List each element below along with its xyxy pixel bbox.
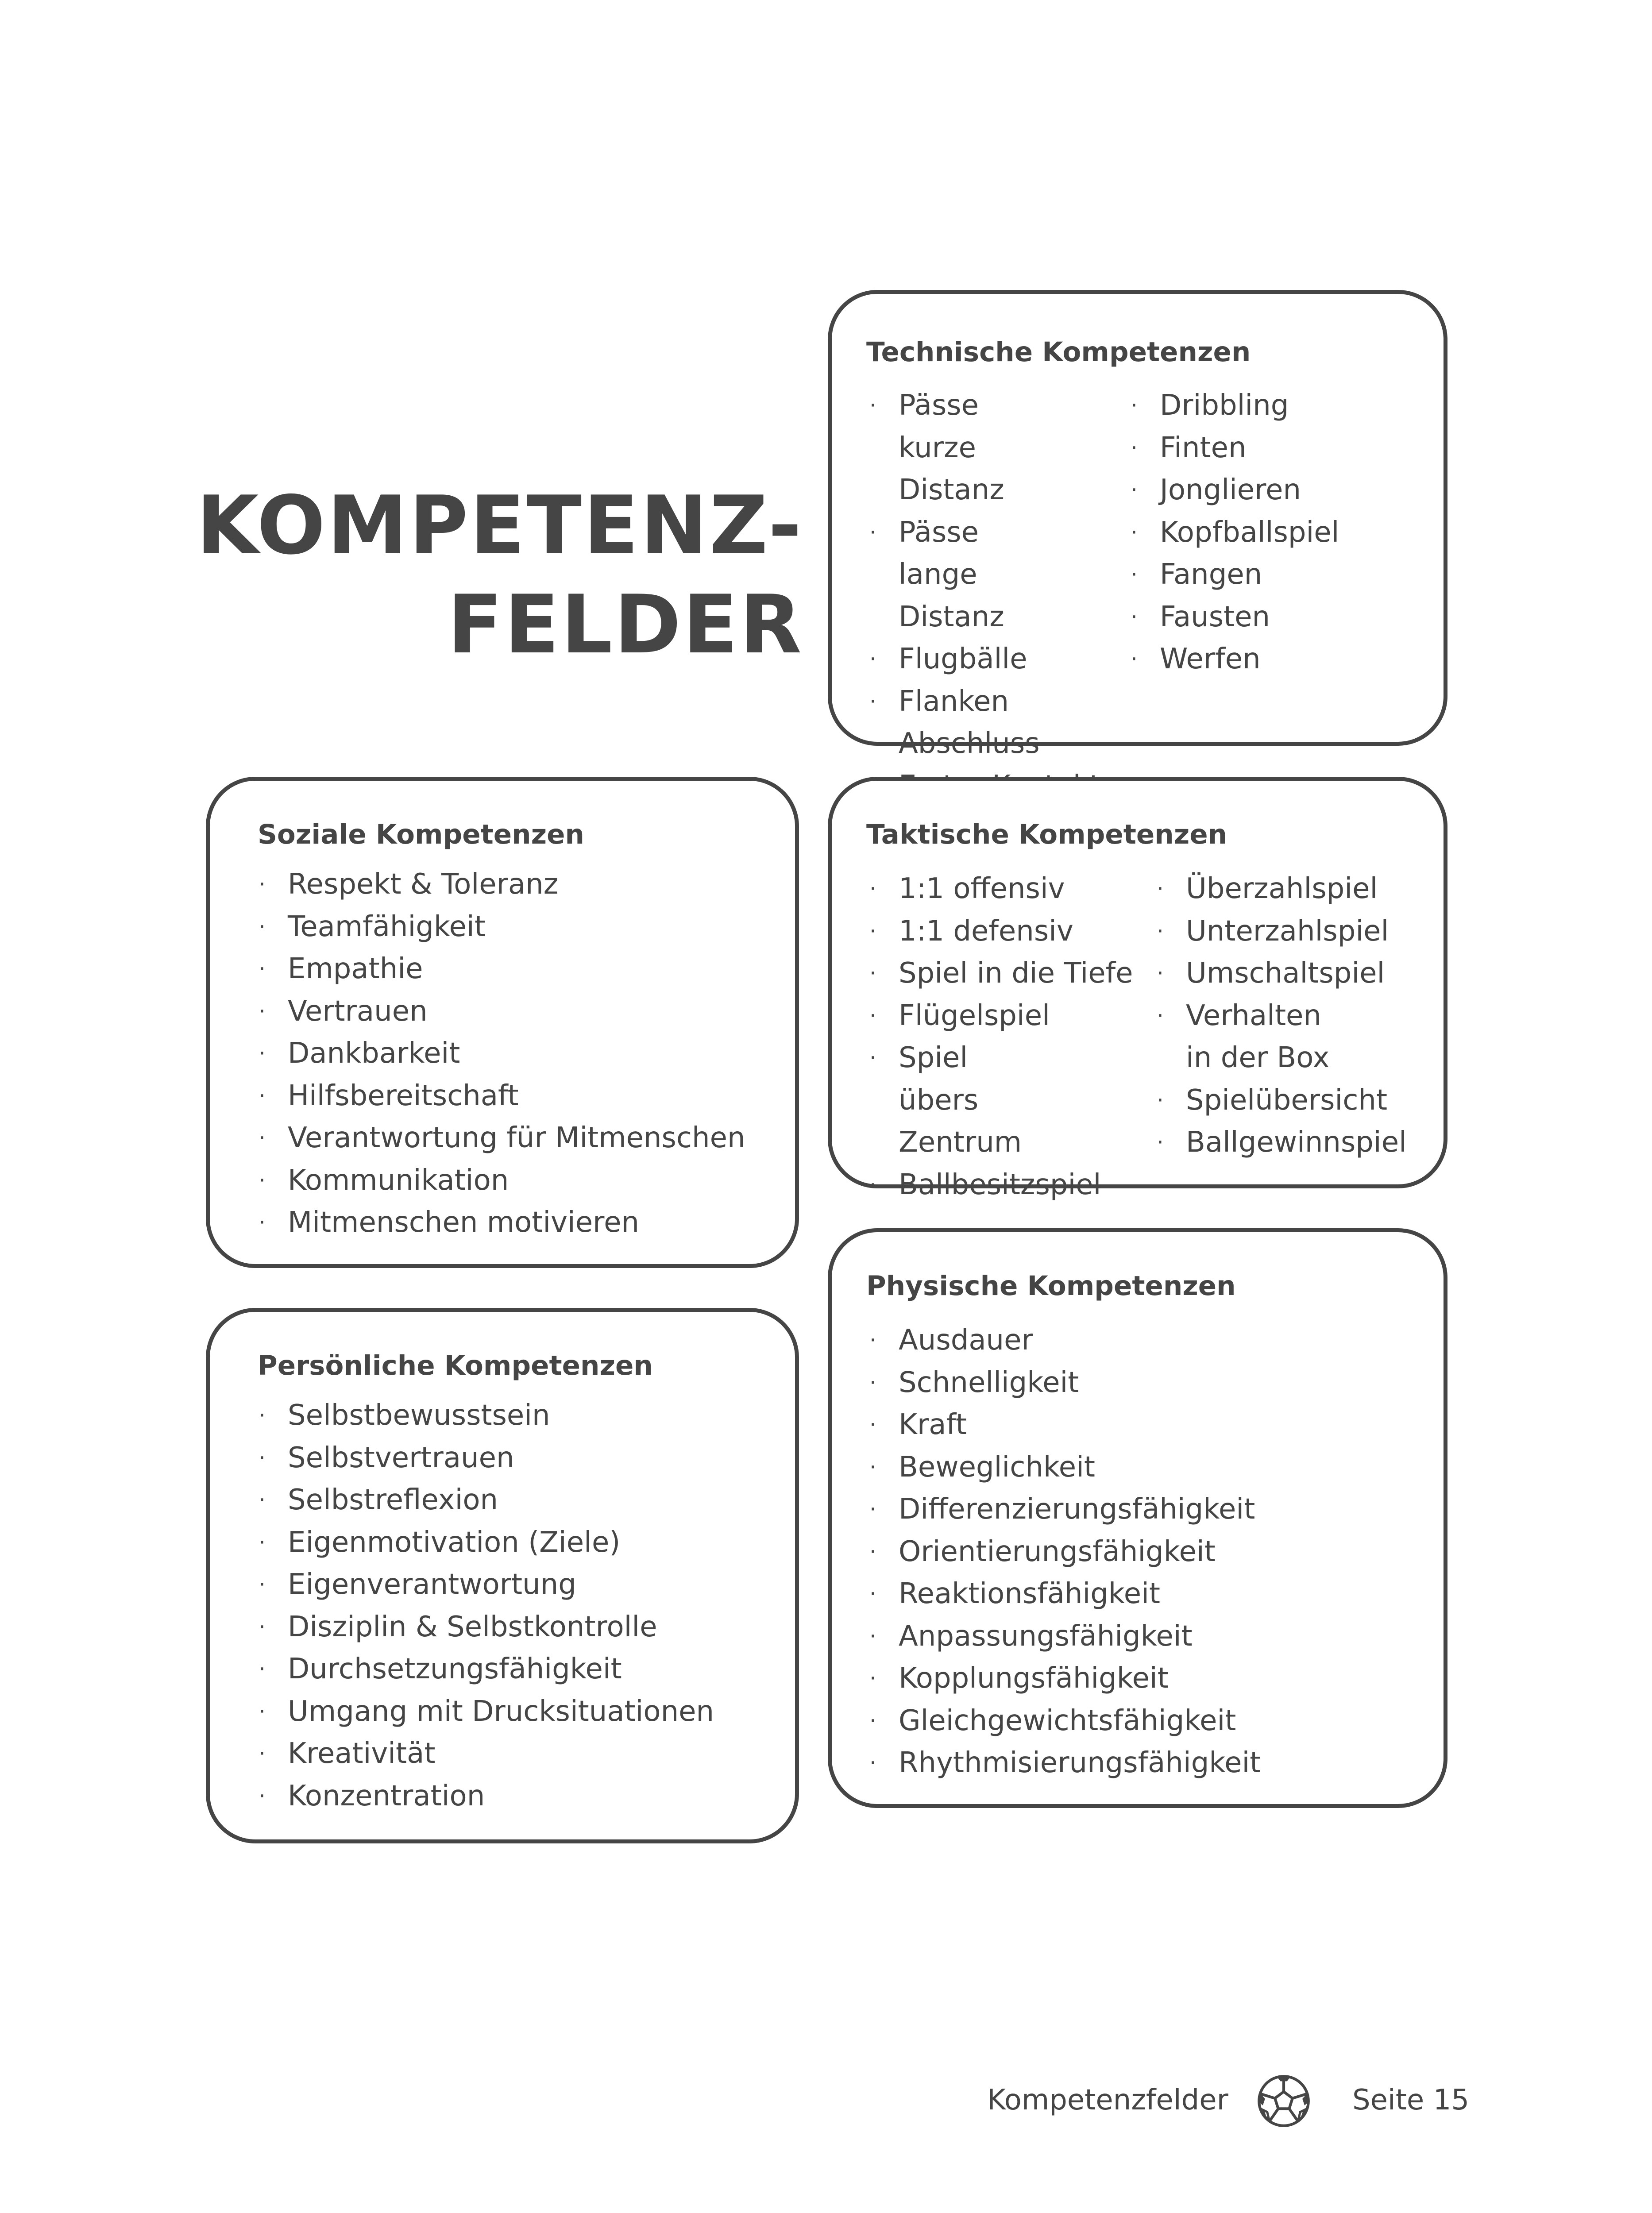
bullet-icon: · [259, 1210, 266, 1235]
list-item-label: Flanken [899, 685, 1009, 718]
list-item [1156, 1122, 1430, 1164]
list-item [258, 906, 780, 948]
bullet-icon: · [869, 960, 876, 986]
list-item [868, 1404, 1422, 1446]
card-persoenliche-kompetenzen [206, 1308, 799, 1843]
list-item-label: Anpassungsfähigkeit [899, 1619, 1193, 1653]
list-item-label: Verantwortung für Mitmenschen [288, 1122, 745, 1154]
bullet-icon: · [259, 998, 266, 1024]
bullet-icon: · [259, 1125, 266, 1151]
list-item-label: Ballgewinnspiel [1186, 1126, 1407, 1159]
list-item [258, 1437, 780, 1480]
bullet-icon: · [869, 876, 876, 902]
bullet-icon: · [869, 1172, 876, 1198]
list-item-label: Schnelligkeit [899, 1366, 1079, 1399]
bullet-icon: · [259, 1167, 266, 1193]
list-item-label: Konzentration [288, 1779, 485, 1812]
list-item [1156, 952, 1430, 995]
list-item [258, 948, 780, 991]
bullet-icon: · [869, 1496, 876, 1522]
list-item-label: Umgang mit Drucksituationen [288, 1695, 714, 1728]
list-item-label: Orientierungsfähigkeit [899, 1535, 1216, 1568]
card-technische-kompetenzen [828, 290, 1447, 760]
bullet-icon: · [259, 1656, 266, 1682]
list-item [868, 1037, 1045, 1164]
list-item [258, 1117, 780, 1160]
list-item-label: Reaktionsfähigkeit [899, 1577, 1160, 1610]
list-item-label: Kraft [899, 1408, 967, 1441]
list-item [1130, 512, 1413, 554]
bullet-icon: · [259, 914, 266, 940]
bullet-icon: · [1131, 519, 1138, 545]
list-item-label: Fangen [1160, 558, 1262, 591]
page-title-line-1: KOMPETENZ- [196, 478, 803, 572]
list-item-label: Eigenmotivation (Ziele) [288, 1526, 621, 1559]
list-item-label: Kopplungsfähigkeit [899, 1662, 1169, 1695]
bullet-icon: · [869, 393, 876, 418]
card-title: Persönliche Kompetenzen [258, 1350, 653, 1381]
page-title [133, 476, 803, 674]
list-item-label: Pässe lange Distanz [899, 516, 1004, 633]
list-item-label: Empathie [288, 952, 423, 985]
list-item [258, 1522, 780, 1564]
list-item [868, 1742, 1422, 1785]
bullet-icon: · [259, 1614, 266, 1640]
bullet-icon: · [259, 1698, 266, 1724]
list-item-label: Rhythmisierungsfähigkeit [899, 1746, 1261, 1779]
bullet-icon: · [259, 871, 266, 897]
list-item-label: Spielübersicht [1186, 1083, 1388, 1117]
card-soziale-kompetenzen [206, 777, 799, 1268]
list-item-label: Flügelspiel [899, 999, 1050, 1032]
list-item [1156, 910, 1430, 953]
list-item [258, 1479, 780, 1522]
bullet-icon: · [869, 1327, 876, 1353]
list-item-label: Dankbarkeit [288, 1037, 460, 1070]
bullet-icon: · [869, 731, 876, 756]
list-item [868, 1615, 1422, 1658]
list-item-label: Kopfballspiel [1160, 516, 1339, 549]
list-item-label: Jonglieren [1160, 474, 1301, 506]
list-item-label: Mitmenschen motivieren [288, 1206, 639, 1239]
card-title: Technische Kompetenzen [866, 336, 1251, 368]
card-title: Soziale Kompetenzen [258, 819, 584, 850]
bullet-icon: · [1131, 477, 1138, 503]
bullet-icon: · [259, 1487, 266, 1513]
list-item-label: Fausten [1160, 600, 1270, 633]
bullet-icon: · [1157, 960, 1164, 986]
list-item [868, 638, 1099, 681]
bullet-icon: · [869, 1708, 876, 1734]
list-item [868, 1164, 1125, 1207]
bullet-icon: · [869, 1750, 876, 1776]
bullet-icon: · [259, 1445, 266, 1471]
card-taktische-kompetenzen [828, 777, 1447, 1201]
card-physische-kompetenzen [828, 1228, 1447, 1808]
list-item-label: 1:1 offensiv [899, 872, 1065, 905]
bullet-icon: · [869, 1002, 876, 1029]
list-item-label: Differenzierungsfähigkeit [899, 1493, 1255, 1526]
list-item [258, 1160, 780, 1202]
list-item-label: Umschaltspiel [1186, 957, 1385, 990]
list-item [868, 681, 1099, 723]
list-item [1130, 469, 1413, 512]
list-item-label: Selbstvertrauen [288, 1441, 514, 1474]
bullet-icon: · [869, 1045, 876, 1071]
list-item-label: Disziplin & Selbstkontrolle [288, 1610, 657, 1643]
list-item-label: Spiel in die Tiefe [899, 957, 1133, 990]
bullet-icon: · [869, 1538, 876, 1565]
list-item [258, 1564, 780, 1606]
bullet-icon: · [869, 1623, 876, 1649]
bullet-icon: · [869, 1666, 876, 1691]
list-item-label: Flugbälle [899, 643, 1027, 675]
bullet-icon: · [1157, 918, 1164, 944]
list-item [868, 1573, 1422, 1615]
soziale-list [258, 864, 780, 1244]
bullet-icon: · [259, 1572, 266, 1597]
bullet-icon: · [259, 1741, 266, 1766]
list-item-label: Kreativität [288, 1737, 436, 1770]
list-item-label: Eigenverantwortung [288, 1568, 576, 1601]
bullet-icon: · [1157, 1087, 1164, 1113]
list-item [868, 995, 1125, 1037]
list-item [258, 1395, 780, 1437]
bullet-icon: · [869, 1412, 876, 1438]
list-item-label: 1:1 defensiv [899, 914, 1073, 948]
list-item-label: Beweglichkeit [899, 1450, 1095, 1484]
list-item [868, 1362, 1422, 1404]
footer-page-number: Seite 15 [1352, 2084, 1470, 2117]
list-item [868, 1488, 1422, 1531]
list-item [1156, 1080, 1430, 1122]
list-item-label: Pässe kurze Distanz [899, 389, 1004, 506]
footer-section-label: Kompetenzfelder [987, 2084, 1228, 2117]
list-item-label: Selbstreflexion [288, 1484, 498, 1516]
list-item [258, 864, 780, 906]
list-item [1130, 427, 1413, 470]
card-title: Physische Kompetenzen [866, 1270, 1236, 1302]
bullet-icon: · [869, 1369, 876, 1396]
list-item-label: Durchsetzungsfähigkeit [288, 1653, 622, 1685]
bullet-icon: · [1131, 393, 1138, 418]
bullet-icon: · [869, 519, 876, 545]
list-item [868, 868, 1125, 910]
physische-list [868, 1319, 1422, 1785]
taktische-list-col-1 [868, 868, 1133, 1206]
list-item-label: Selbstbewusstsein [288, 1399, 550, 1432]
list-item-label: Spiel übers Zentrum [899, 1041, 1022, 1159]
bullet-icon: · [259, 1403, 266, 1428]
list-item [258, 1202, 780, 1244]
list-item [258, 1648, 780, 1691]
bullet-icon: · [869, 1581, 876, 1607]
list-item-label: Vertrauen [288, 995, 428, 1028]
list-item-label: Kommunikation [288, 1164, 509, 1197]
taktische-list-col-2 [1156, 868, 1430, 1164]
list-item [258, 1775, 780, 1818]
list-item [258, 1033, 780, 1075]
list-item-label: Gleichgewichtsfähigkeit [899, 1704, 1236, 1737]
list-item-label: Respekt & Toleranz [288, 868, 559, 901]
technische-list-col-1 [868, 385, 1099, 807]
list-item [258, 1733, 780, 1775]
list-item-label: Abschluss [899, 727, 1040, 760]
bullet-icon: · [869, 646, 876, 672]
list-item-label: Werfen [1160, 643, 1261, 675]
bullet-icon: · [869, 1454, 876, 1480]
list-item [1130, 596, 1413, 639]
bullet-icon: · [869, 918, 876, 944]
list-item [258, 1075, 780, 1118]
list-item-label: Hilfsbereitschaft [288, 1079, 519, 1112]
list-item [868, 910, 1125, 953]
bullet-icon: · [869, 688, 876, 714]
list-item [258, 1606, 780, 1649]
bullet-icon: · [1131, 562, 1138, 587]
list-item [868, 1700, 1422, 1743]
list-item [868, 1658, 1422, 1700]
list-item-label: Unterzahlspiel [1186, 914, 1389, 948]
list-item [868, 1319, 1422, 1362]
list-item-label: Überzahlspiel [1186, 872, 1378, 905]
list-item [868, 723, 1099, 765]
card-title: Taktische Kompetenzen [866, 819, 1227, 850]
list-item [868, 512, 1045, 639]
bullet-icon: · [1157, 876, 1164, 902]
list-item [258, 991, 780, 1033]
list-item-label: Ausdauer [899, 1324, 1033, 1357]
list-item [868, 385, 1045, 512]
list-item [1156, 868, 1430, 910]
list-item-label: Teamfähigkeit [288, 910, 486, 943]
bullet-icon: · [259, 1783, 266, 1809]
list-item [258, 1691, 780, 1733]
bullet-icon: · [259, 956, 266, 982]
page-title-line-2: FELDER [447, 578, 803, 671]
list-item [1156, 995, 1332, 1080]
list-item [868, 1531, 1422, 1573]
list-item-label: Ballbesitzspiel [899, 1168, 1101, 1201]
list-item [1130, 385, 1413, 427]
list-item-label: Finten [1160, 431, 1247, 464]
list-item-label: Dribbling [1160, 389, 1289, 422]
bullet-icon: · [1157, 1130, 1164, 1155]
bullet-icon: · [259, 1529, 266, 1555]
soccer-ball-icon [1256, 2074, 1311, 2128]
persoenliche-list [258, 1395, 780, 1817]
list-item [868, 952, 1133, 995]
list-item [1130, 554, 1413, 596]
bullet-icon: · [1131, 646, 1138, 672]
bullet-icon: · [259, 1041, 266, 1066]
bullet-icon: · [259, 1083, 266, 1109]
technische-list-col-2 [1130, 385, 1413, 681]
list-item [868, 1446, 1422, 1489]
bullet-icon: · [1131, 435, 1138, 461]
bullet-icon: · [1131, 604, 1138, 630]
bullet-icon: · [1157, 1002, 1164, 1029]
list-item [1130, 638, 1413, 681]
list-item-label: Verhalten in der Box [1186, 999, 1330, 1074]
